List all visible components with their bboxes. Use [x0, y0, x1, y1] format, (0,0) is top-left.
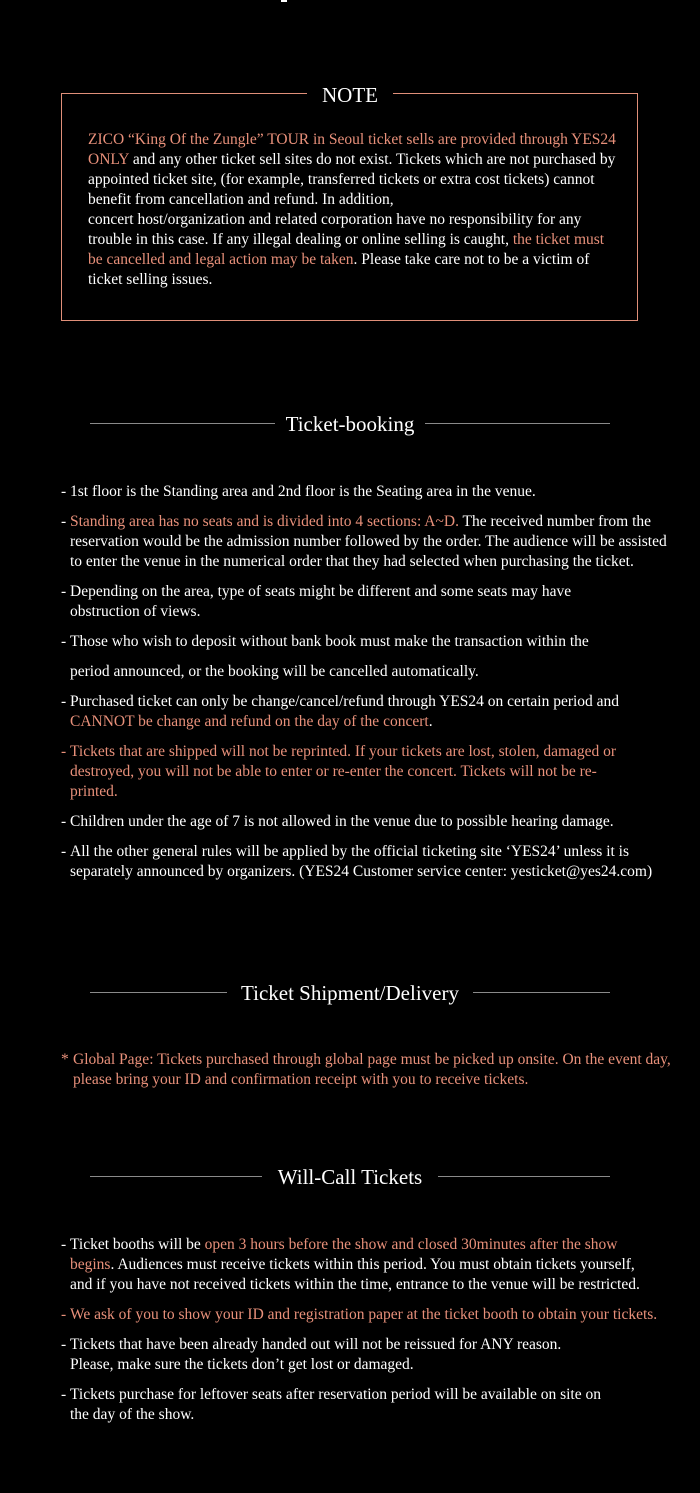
list-item: - Those who wish to deposit without bank book must make the transaction within the period announced, or the booking will be cancelled automatically.	[61, 627, 681, 687]
ticket-booking-list	[61, 482, 681, 882]
note-text-1: and any other ticket sell sites do not exist. Tickets which are not purchased by appointed ticket site, (for example, transferred tickets or extra cost tickets) cannot benefit from cancellation and refund. In addition,	[88, 151, 616, 208]
list-item: - Tickets that have been already handed out will not be reissued for ANY reason. Please, make sure the tickets don’t get lost or damaged.	[61, 1335, 600, 1375]
shipment-title: Ticket Shipment/Delivery	[241, 981, 459, 1005]
note-text-2: concert host/organization and related corporation have no responsibility for any trouble in this case. If any illegal dealing or online selling is caught,	[88, 211, 582, 248]
list-item: - We ask of you to show your ID and registration paper at the ticket booth to obtain your tickets.	[61, 1305, 681, 1325]
ticket-booking-header	[90, 411, 610, 437]
list-item: - Ticket booths will be open 3 hours before the show and closed 30minutes after the show begins. Audiences must receive tickets within this period. You must obtain tickets yourself, and if you have not received tickets within the time, entrance to the venue will be restricted.	[61, 1235, 650, 1295]
note-highlight-cancel: the ticket must be cancelled and legal action may be taken	[88, 231, 605, 268]
willcall-header	[90, 1164, 610, 1190]
shipment-text: Global Page: Tickets purchased through global page must be picked up onsite. On the event day, please bring your ID and confirmation receipt with you to receive tickets.	[73, 1051, 671, 1088]
asterisk: *	[61, 1051, 69, 1068]
ticket-booking-title: Ticket-booking	[285, 412, 415, 436]
note-title: NOTE	[307, 83, 393, 107]
list-item: - All the other general rules will be applied by the official ticketing site ‘YES24’ unless it is separately announced by organizers. (YES24 Customer service center: yesticket@yes24.com)	[61, 842, 681, 882]
top-fragment	[281, 0, 287, 2]
willcall-list	[61, 1235, 681, 1425]
list-item: - Tickets that are shipped will not be reprinted. If your tickets are lost, stolen, damaged or destroyed, you will not be able to enter or re-enter the concert. Tickets will not be re-printed.	[61, 742, 635, 802]
note-highlight-yes24: ZICO “King Of the Zungle” TOUR in Seoul ticket sells are provided through YES24 ONLY	[88, 131, 616, 168]
note-text-3: . Please take care not to be a victim of ticket selling issues.	[88, 251, 590, 288]
willcall-title: Will-Call Tickets	[277, 1165, 423, 1189]
shipment-note	[61, 1050, 673, 1090]
note-text	[88, 130, 618, 290]
list-item: - Tickets purchase for leftover seats after reservation period will be available on site on the day of the show.	[61, 1385, 615, 1425]
list-item: - Depending on the area, type of seats might be different and some seats may have obstruction of views.	[61, 582, 610, 622]
shipment-header	[90, 980, 610, 1006]
list-item: - 1st floor is the Standing area and 2nd floor is the Seating area in the venue.	[61, 482, 681, 502]
list-item: - Purchased ticket can only be change/cancel/refund through YES24 on certain period and CANNOT be change and refund on the day of the concert.	[61, 692, 630, 732]
list-item: - Standing area has no seats and is divided into 4 sections: A~D. The received number from the reservation would be the admission number followed by the order. The audience will be assisted to enter the venue in the numerical order that they had selected when purchasing the ticket.	[61, 512, 681, 572]
list-item: - Children under the age of 7 is not allowed in the venue due to possible hearing damage.	[61, 812, 681, 832]
